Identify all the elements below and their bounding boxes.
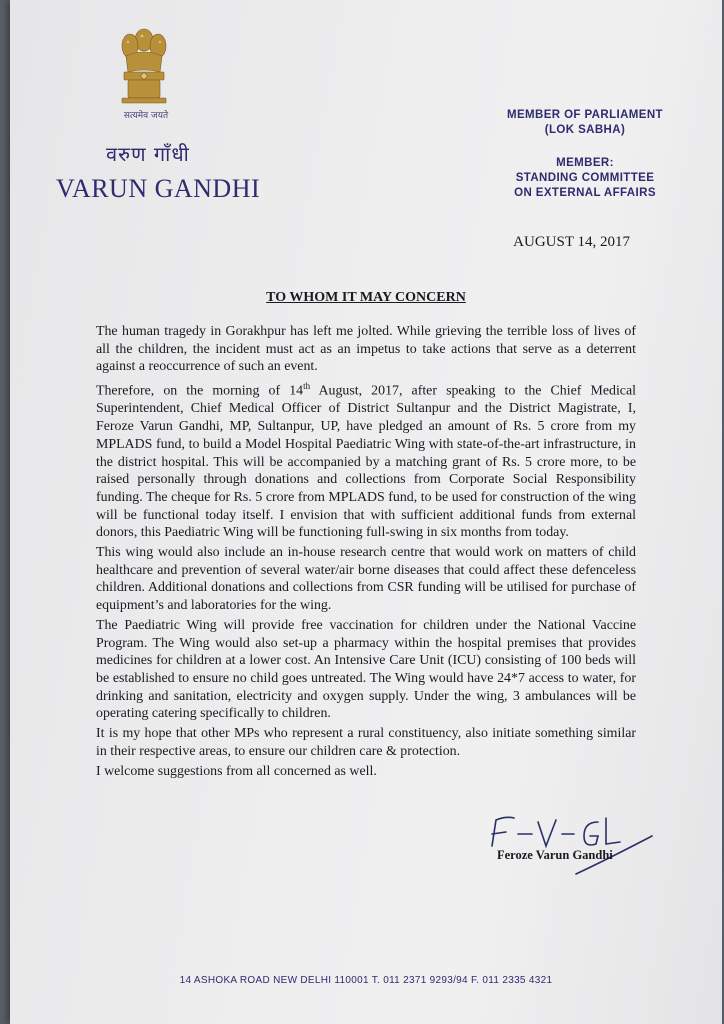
position-block: [480, 108, 690, 138]
committee-block: [480, 156, 690, 201]
letter-page: [10, 0, 722, 1024]
signer-name: Feroze Varun Gandhi: [497, 848, 613, 862]
national-emblem-icon: [118, 22, 170, 106]
paragraph: The human tragedy in Gorakhpur has left me jolted. While grieving the terrible loss of lives of all the children, the incident must act as an impetus to take actions that serve as a deterrent against a reoccurrence of such an event.: [96, 324, 636, 375]
committee-line: MEMBER:: [556, 157, 614, 169]
paragraph: The Paediatric Wing will provide free vaccination for children under the National Vaccine Program. The Wing would also set-up a pharmacy within the hospital premises that provides medicines for children at a lower cost. An Intensive Care Unit (ICU) consisting of 100 beds will be established to ensure no child goes untreated. The Wing would have 24*7 access to water, for drinking and sanitation, electricity and oxygen supply. Under the wing, 3 ambulances will be operating catering specifically to children.: [96, 617, 636, 722]
position-line: MEMBER OF PARLIAMENT: [506, 109, 663, 121]
paragraph: I welcome suggestions from all concerned as well.: [96, 763, 377, 779]
position-line: (LOK SABHA): [544, 124, 626, 136]
handwritten-signature: [480, 808, 660, 878]
letterhead-footer-address: 14 ASHOKA ROAD NEW DELHI 110001 T. 011 2371 9293/94 F. 011 2335 4321: [179, 975, 553, 986]
paragraph-text: Therefore, on the morning of 14: [96, 383, 304, 399]
ordinal-suffix: th: [303, 381, 311, 392]
letterhead-name-english: VARUN GANDHI: [56, 174, 261, 203]
letter-date: AUGUST 14, 2017: [513, 234, 630, 250]
letterhead-name-hindi: वरुण गाँधी: [106, 142, 190, 166]
committee-line: ON EXTERNAL AFFAIRS: [514, 187, 656, 199]
paragraph: This wing would also include an in-house research centre that would work on matters of child healthcare and prevention of several water/air borne diseases that could affect these defenceless children. Additional donations and collections from CSR funding will be utilised for purchase of equipment’s and laboratories for the wing.: [96, 545, 636, 614]
paragraph-text: August, 2017, after speaking to the Chief Medical Superintendent, Chief Medical Officer of District Sultanpur and the District Magistrate, I, Feroze Varun Gandhi, MP, Sultanpur, UP, have pledged an amount of Rs. 5 crore from my MPLADS fund, to build a Model Hospital Paediatric Wing with state-of-the-art infrastructure, in the district hospital. This will be accompanied by a matching grant of Rs. 5 crore more, to be raised personally through donations and collections from Corporate Social Responsibility funding. The cheque for Rs. 5 crore from MPLADS fund, to be used for construction of the wing will be functional today itself. I envision that with sufficient additional funds from external donors, this Paediatric Wing will be functioning full-swing in six months from today.: [96, 383, 636, 541]
committee-line: STANDING COMMITTEE: [515, 172, 655, 184]
letter-subject: TO WHOM IT MAY CONCERN: [266, 290, 466, 305]
paragraph: It is my hope that other MPs who represent a rural constituency, also initiate something similar in their respective areas, to ensure our children care & protection.: [96, 726, 636, 759]
paragraph: [96, 378, 636, 542]
letter-body: [96, 323, 636, 782]
emblem-motto: सत्यमेव जयते: [123, 111, 169, 121]
